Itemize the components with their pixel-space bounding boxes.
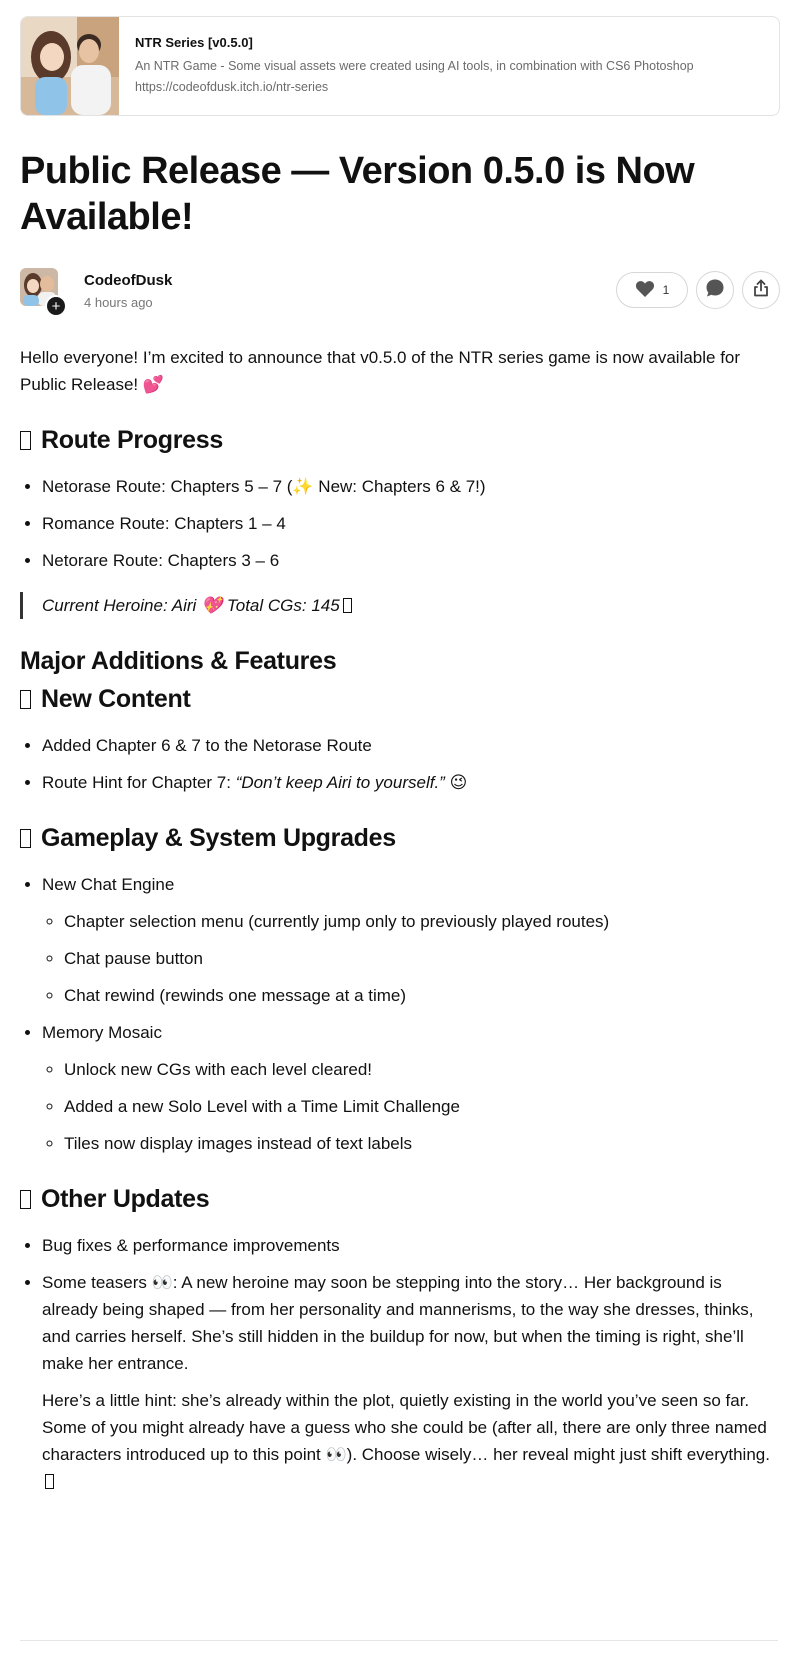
- list-item: ◦ Chapter selection menu (currently jump only to previously played routes): [64, 908, 780, 935]
- post-content: [20, 344, 780, 1495]
- list-item: ◦ Unlock new CGs with each level cleared!: [64, 1056, 780, 1083]
- intro-paragraph: Hello everyone! I’m excited to announce that v0.5.0 of the NTR series game is now available for Public Release! 💕: [20, 348, 741, 394]
- list-item: ◦ Chat rewind (rewinds one message at a time): [64, 982, 780, 1009]
- list-item: ◦ Tiles now display images instead of text labels: [64, 1130, 780, 1157]
- missing-glyph-icon: [20, 1190, 31, 1209]
- follow-plus-icon[interactable]: +: [45, 295, 67, 317]
- major-additions-heading: Major Additions & Features: [20, 647, 337, 675]
- missing-glyph-icon: [20, 829, 31, 848]
- chat-engine-sublist: [42, 908, 780, 1009]
- other-updates-heading: Other Updates: [20, 1183, 780, 1215]
- game-thumbnail: [21, 17, 119, 115]
- heroine-quote: Current Heroine: Airi 💖 Total CGs: 145: [20, 592, 780, 619]
- gameplay-list: [20, 871, 780, 1157]
- share-button[interactable]: [742, 271, 780, 309]
- list-item: • Romance Route: Chapters 1 – 4: [42, 510, 780, 537]
- hint-paragraph: Here’s a little hint: she’s already within the plot, quietly existing in the world you’ve seen so far. Some of you might already have a guess who she could be (after all, there are only three named characters introduced up to this point 👀). Choose wisely… her reveal might just shift everything.: [42, 1387, 780, 1495]
- memory-mosaic-sublist: [42, 1056, 780, 1157]
- card-url[interactable]: https://codeofdusk.itch.io/ntr-series: [135, 80, 329, 94]
- list-item: • Netorare Route: Chapters 3 – 6: [42, 547, 780, 574]
- other-updates-list: [20, 1232, 780, 1495]
- post-title: Public Release — Version 0.5.0 is Now Available!: [20, 150, 695, 238]
- like-count: 1: [662, 283, 670, 297]
- list-item: • Added Chapter 6 & 7 to the Netorase Route: [42, 732, 780, 759]
- list-item: [42, 1269, 780, 1495]
- teaser-paragraph: • Some teasers 👀: A new heroine may soon be stepping into the story… Her background is already being shaped — from her personality and mannerisms, to the way she dresses, thinks, and carries herself. She’s still hidden in the buildup for now, but when the timing is right, she’ll make her entrance.: [42, 1273, 754, 1373]
- list-item: • Netorase Route: Chapters 5 – 7 (✨ New: Chapters 6 & 7!): [42, 473, 780, 500]
- author-name[interactable]: CodeofDusk: [84, 272, 173, 289]
- author-row: [20, 268, 780, 318]
- heart-icon: [635, 280, 655, 301]
- gameplay-heading: Gameplay & System Upgrades: [20, 822, 780, 854]
- card-title[interactable]: NTR Series [v0.5.0]: [135, 35, 253, 50]
- post-page: [20, 16, 780, 1505]
- new-content-list: [20, 732, 780, 796]
- route-list: [20, 473, 780, 574]
- route-progress-heading: Route Progress: [20, 424, 780, 456]
- list-item: ◦ Chat pause button: [64, 945, 780, 972]
- new-content-heading: New Content: [20, 683, 780, 715]
- card-description: An NTR Game - Some visual assets were created using AI tools, in combination with CS6 Photoshop: [135, 59, 694, 73]
- list-item: ◦ Added a new Solo Level with a Time Limit Challenge: [64, 1093, 780, 1120]
- missing-glyph-icon: [20, 690, 31, 709]
- divider: [20, 1640, 778, 1641]
- missing-glyph-icon: [20, 431, 31, 450]
- post-timestamp: 4 hours ago: [84, 295, 153, 310]
- post-actions: [616, 271, 780, 309]
- comment-button[interactable]: [696, 271, 734, 309]
- comment-icon: [705, 278, 725, 303]
- missing-glyph-icon: [343, 598, 352, 613]
- list-item: • Bug fixes & performance improvements: [42, 1232, 780, 1259]
- link-preview-card[interactable]: [20, 16, 780, 116]
- like-button[interactable]: [616, 272, 688, 308]
- list-item: • New Chat Engine ◦ Chapter selection menu (currently jump only to previously played routes) ◦ Chat pause button ◦ Chat rewind (rewinds one message at a time): [42, 871, 780, 1009]
- list-item: • Route Hint for Chapter 7: “Don’t keep Airi to yourself.” 😉: [42, 769, 780, 796]
- list-item: • Memory Mosaic ◦ Unlock new CGs with each level cleared! ◦ Added a new Solo Level with a Time Limit Challenge ◦ Tiles now display images instead of text labels: [42, 1019, 780, 1157]
- missing-glyph-icon: [45, 1474, 54, 1489]
- share-icon: [751, 278, 771, 303]
